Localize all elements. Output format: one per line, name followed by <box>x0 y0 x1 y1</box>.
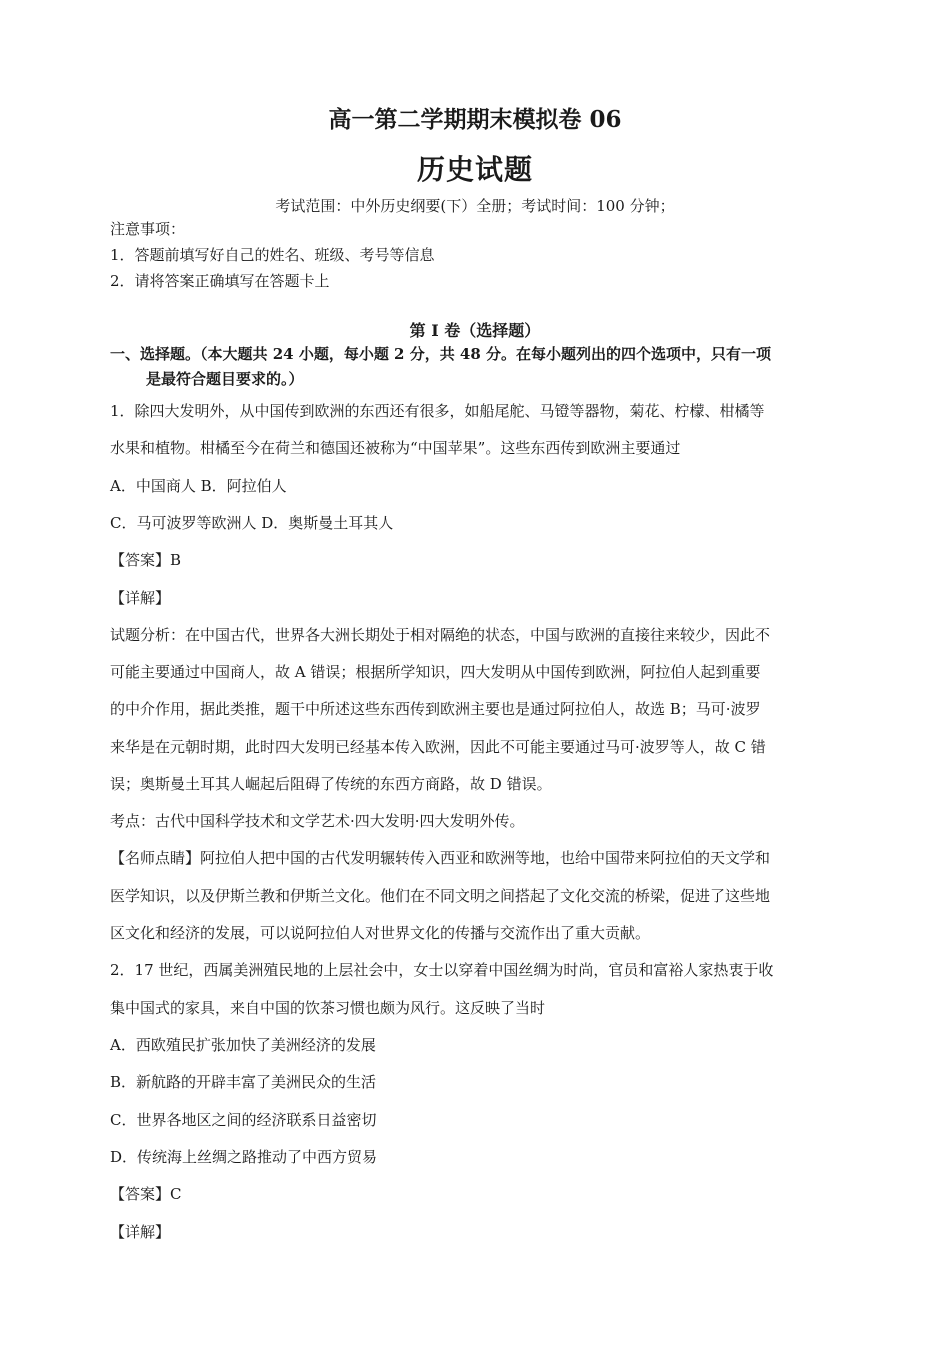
notice-item: 1．答题前填写好自己的姓名、班级、考号等信息 <box>110 246 435 264</box>
notice-heading: 注意事项： <box>110 220 186 238</box>
section-title: 第 I 卷（选择题） <box>409 321 541 340</box>
notice-item: 2．请将答案正确填写在答题卡上 <box>110 272 330 290</box>
q1-options: C．马可波罗等欧洲人 D．奥斯曼土耳其人 <box>110 514 394 532</box>
q2-option-c: C．世界各地区之间的经济联系日益密切 <box>110 1111 377 1129</box>
exam-title: 高一第二学期期末模拟卷 06 <box>328 106 622 133</box>
q1-analysis-line: 可能主要通过中国商人，故 A 错误；根据所学知识，四大发明从中国传到欧洲，阿拉伯人起到重要 <box>110 663 761 681</box>
q2-stem-cont: 集中国式的家具，来自中国的饮茶习惯也颇为风行。这反映了当时 <box>110 999 546 1017</box>
q1-stem: 1．除四大发明外，从中国传到欧洲的东西还有很多，如船尾舵、马镫等器物，菊花、柠檬、柑橘等 <box>110 402 765 420</box>
q2-detail-label: 【详解】 <box>110 1223 171 1241</box>
q1-analysis-line: 来华是在元朝时期，此时四大发明已经基本传入欧洲，因此不可能主要通过马可·波罗等人，故 C 错 <box>110 738 766 756</box>
q2-option-a: A．西欧殖民扩张加快了美洲经济的发展 <box>110 1036 376 1054</box>
q1-analysis-line: 试题分析：在中国古代，世界各大洲长期处于相对隔绝的状态，中国与欧洲的直接往来较少，因此不 <box>110 626 771 644</box>
q1-options: A．中国商人 B．阿拉伯人 <box>110 477 287 495</box>
section-instruction-cont: 是最符合题目要求的。） <box>146 370 304 388</box>
q1-tip-line: 区文化和经济的发展，可以说阿拉伯人对世界文化的传播与交流作出了重大贡献。 <box>110 924 651 942</box>
q1-stem-cont: 水果和植物。柑橘至今在荷兰和德国还被称为“中国苹果”。这些东西传到欧洲主要通过 <box>110 439 681 457</box>
q1-detail-label: 【详解】 <box>110 589 171 607</box>
q1-kaodian: 考点：古代中国科学技术和文学艺术·四大发明·四大发明外传。 <box>110 812 525 830</box>
q1-analysis-line: 的中介作用，据此类推，题干中所述这些东西传到欧洲主要也是通过阿拉伯人，故选 B；马可·波罗 <box>110 700 761 718</box>
q1-answer: 【答案】B <box>110 551 182 569</box>
q2-stem: 2．17 世纪，西属美洲殖民地的上层社会中，女士以穿着中国丝绸为时尚，官员和富裕人家热衷于收 <box>110 961 774 979</box>
q1-analysis-line: 误；奥斯曼土耳其人崛起后阻碍了传统的东西方商路，故 D 错误。 <box>110 775 552 793</box>
subject-title: 历史试题 <box>416 153 533 186</box>
q2-answer: 【答案】C <box>110 1185 182 1203</box>
q2-option-d: D．传统海上丝绸之路推动了中西方贸易 <box>110 1148 378 1166</box>
q1-tip-line: 医学知识，以及伊斯兰教和伊斯兰文化。他们在不同文明之间搭起了文化交流的桥梁，促进了这些地 <box>110 887 771 905</box>
q1-tip-line: 【名师点睛】阿拉伯人把中国的古代发明辗转传入西亚和欧洲等地，也给中国带来阿拉伯的天文学和 <box>110 849 771 867</box>
exam-info: 考试范围：中外历史纲要(下）全册；考试时间：100 分钟； <box>275 197 675 215</box>
section-instruction: 一、选择题。（本大题共 24 小题，每小题 2 分，共 48 分。在每小题列出的四个选项中，只有一项 <box>110 345 772 363</box>
q2-option-b: B．新航路的开辟丰富了美洲民众的生活 <box>110 1073 377 1091</box>
